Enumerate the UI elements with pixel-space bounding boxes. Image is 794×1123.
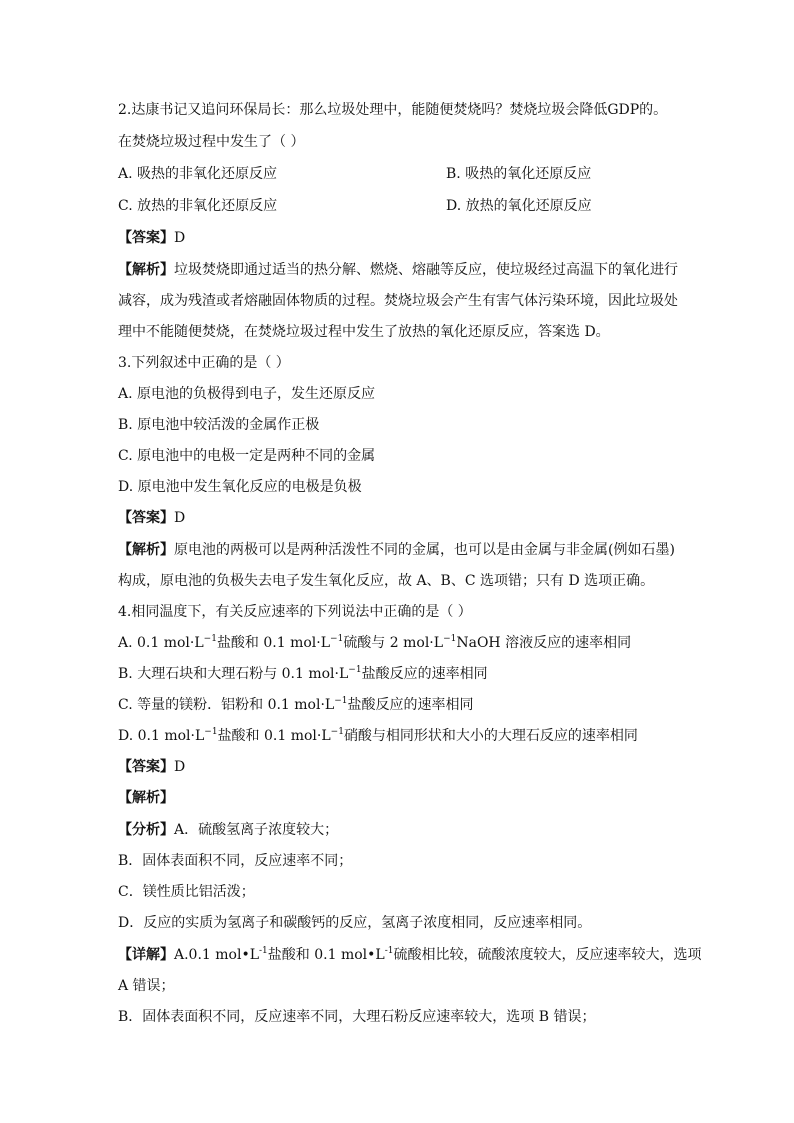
superscript: −1 <box>334 696 348 706</box>
q4-fenxi-d: D．反应的实质为氢离子和碳酸钙的反应，氢离子浓度相同，反应速率相同。 <box>118 915 592 931</box>
q3-option-d: D. 原电池中发生氧化反应的电极是负极 <box>118 479 362 495</box>
q3-analysis-text-1: 原电池的两极可以是两种活泼性不同的金属，也可以是由金属与非金属(例如石墨) <box>174 542 675 558</box>
q4-option-a-part: 盐酸和 0.1 mol·L <box>216 635 331 651</box>
q4-fenxi-line-a <box>118 820 694 840</box>
q2-answer-line <box>118 228 694 248</box>
q3-answer-tag: 【答案】 <box>118 510 174 526</box>
q2-answer-value: D <box>174 230 186 246</box>
q4-xiangjie-line-a <box>118 945 702 965</box>
q2-analysis-line-3: 理中不能随便焚烧，在焚烧垃圾过程中发生了放热的氧化还原反应，答案选 D。 <box>118 324 610 340</box>
q4-option-a-part: 硫酸与 2 mol·L <box>343 635 444 651</box>
q4-option-d <box>118 726 694 746</box>
superscript: -1 <box>384 946 394 956</box>
q4-option-d-part: 盐酸和 0.1 mol·L <box>217 728 331 744</box>
q4-option-a-part: NaOH 溶液反应的速率相同 <box>456 635 632 651</box>
q4-option-c-part: C. 等量的镁粉．铝粉和 0.1 mol·L <box>118 697 335 713</box>
q2-analysis-text-1: 垃圾焚烧即通过适当的热分解、燃烧、熔融等反应，使垃圾经过高温下的氧化进行 <box>174 262 678 278</box>
q4-fenxi-b: B．固体表面积不同，反应速率不同； <box>118 853 353 869</box>
q3-analysis-tag: 【解析】 <box>118 542 174 558</box>
superscript: −1 <box>330 727 344 737</box>
q4-fenxi-a: A．硫酸氢离子浓度较大； <box>174 822 339 838</box>
q2-analysis-line-1 <box>118 260 694 280</box>
superscript: −1 <box>203 634 217 644</box>
q2-answer-tag: 【答案】 <box>118 230 174 246</box>
q3-option-b: B. 原电池中较活泼的金属作正极 <box>118 417 320 433</box>
q3-analysis-line-1 <box>118 540 694 560</box>
q4-option-d-part: D. 0.1 mol·L <box>118 728 205 744</box>
q4-fenxi-tag: 【分析】 <box>118 822 174 838</box>
q4-xiangjie-b: B．固体表面积不同，反应速率不同，大理石粉反应速率较大，选项 B 错误； <box>118 1009 596 1025</box>
q3-answer-line <box>118 508 694 528</box>
q3-analysis-line-2: 构成，原电池的负极失去电子发生氧化反应，故 A、B、C 选项错；只有 D 选项正确。 <box>118 573 655 589</box>
q4-xiangjie-a-end: A 错误； <box>118 978 175 994</box>
q4-option-b-part: B. 大理石块和大理石粉与 0.1 mol·L <box>118 666 349 682</box>
q2-option-a: A. 吸热的非氧化还原反应 <box>118 166 278 182</box>
q2-option-d: D. 放热的氧化还原反应 <box>446 198 592 214</box>
q4-option-c <box>118 695 694 715</box>
q4-answer-value: D <box>174 759 186 775</box>
superscript: -1 <box>259 946 268 956</box>
q4-option-d-part: 硝酸与相同形状和大小的大理石反应的速率相同 <box>343 728 638 744</box>
q3-option-c: C. 原电池中的电极一定是两种不同的金属 <box>118 448 376 464</box>
q4-option-a-part: A. 0.1 mol·L <box>118 635 204 651</box>
q4-option-b-part: 盐酸反应的速率相同 <box>361 666 488 682</box>
q4-answer-line <box>118 757 694 777</box>
q4-option-b <box>118 664 694 684</box>
q3-answer-value: D <box>174 510 186 526</box>
superscript: −1 <box>443 634 457 644</box>
q2-stem-line-1: 2.达康书记又追问环保局长：那么垃圾处理中，能随便焚烧吗？焚烧垃圾会降低GDP的。 <box>118 102 668 118</box>
q3-stem: 3.下列叙述中正确的是（ ） <box>118 355 290 371</box>
q2-stem-line-2: 在焚烧垃圾过程中发生了（ ） <box>118 134 305 150</box>
q2-option-c: C. 放热的非氧化还原反应 <box>118 198 278 214</box>
superscript: −1 <box>204 727 218 737</box>
q4-xiangjie-tag: 【详解】 <box>118 947 174 963</box>
q4-option-a <box>118 633 694 653</box>
q4-option-c-part: 盐酸反应的速率相同 <box>347 697 474 713</box>
q4-answer-tag: 【答案】 <box>118 759 174 775</box>
q4-analysis-tag: 【解析】 <box>118 790 174 806</box>
q4-xiangjie-part: 硫酸相比较，硫酸浓度较大，反应速率较大，选项 <box>393 947 702 963</box>
q2-analysis-tag: 【解析】 <box>118 262 174 278</box>
q4-fenxi-c: C．镁性质比铝活泼； <box>118 884 255 900</box>
q3-option-a: A. 原电池的负极得到电子，发生还原反应 <box>118 386 376 402</box>
q4-analysis-tag-line <box>118 788 694 808</box>
q2-option-b: B. 吸热的氧化还原反应 <box>446 166 592 182</box>
q4-xiangjie-part: A.0.1 mol•L <box>174 947 260 963</box>
q4-xiangjie-part: 盐酸和 0.1 mol•L <box>267 947 385 963</box>
superscript: −1 <box>348 665 362 675</box>
q4-stem: 4.相同温度下，有关反应速率的下列说法中正确的是（ ） <box>118 604 472 620</box>
superscript: −1 <box>330 634 344 644</box>
q2-analysis-line-2: 减容，成为残渣或者熔融固体物质的过程。焚烧垃圾会产生有害气体污染环境，因此垃圾处 <box>118 293 678 309</box>
